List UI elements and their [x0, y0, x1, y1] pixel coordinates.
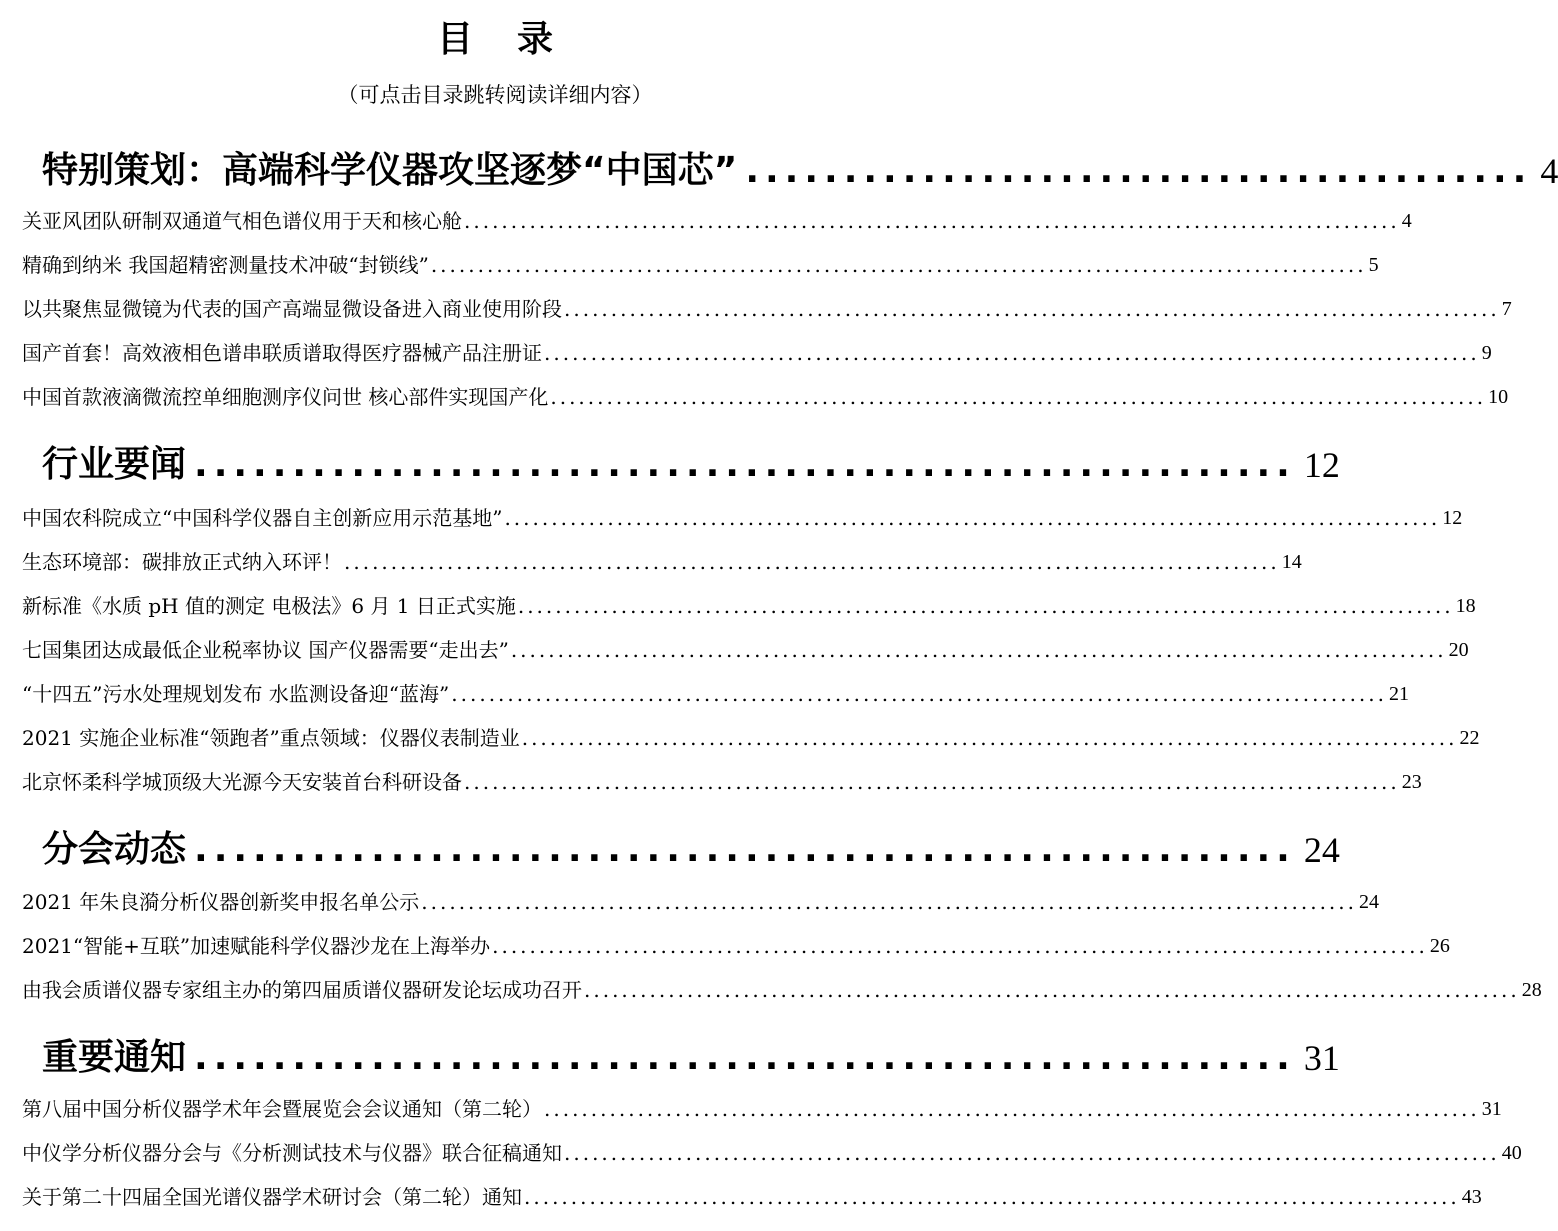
section-title: 分会动态 — [42, 829, 187, 870]
page-subtitle: （可点击目录跳转阅读详细内容） — [337, 83, 653, 107]
leader-dots: .................................................................................................... — [564, 1141, 1500, 1165]
leader-dots: .................................................................................................... — [524, 1185, 1460, 1209]
leader-dots: .................................................................................................... — [564, 297, 1500, 321]
entry-page-number: 4 — [1401, 210, 1412, 232]
section-title: 特别策划：高端科学仪器攻坚逐梦“中国芯” — [42, 150, 738, 191]
leader-dots: .................................................................................................... — [544, 341, 1480, 365]
toc-section-important-notices[interactable] — [42, 1030, 1340, 1082]
entry-title: 中国首款液滴微流控单细胞测序仪问世 核心部件实现国产化 — [22, 385, 549, 409]
entry-title: 由我会质谱仪器专家组主办的第四届质谱仪器研发论坛成功召开 — [22, 978, 582, 1002]
leader-dots: .................................................................................................... — [451, 682, 1388, 706]
entry-title: 中仪学分析仪器分会与《分析测试技术与仪器》联合征稿通知 — [22, 1141, 562, 1165]
leader-dots: .................................................................................................... — [430, 253, 1367, 277]
toc-entry[interactable] — [22, 974, 1542, 1004]
toc-entry[interactable] — [22, 634, 1469, 664]
leader-dots: .................................................................................................... — [517, 594, 1454, 618]
toc-entry[interactable] — [22, 502, 1463, 532]
entry-page-number: 18 — [1455, 595, 1476, 617]
leader-dots: .................................................................................................... — [550, 385, 1487, 409]
leader-dots: ........................................................ — [194, 1037, 1296, 1078]
leader-dots: .................................................................................................... — [504, 506, 1441, 530]
entry-page-number: 12 — [1442, 507, 1463, 529]
entry-page-number: 5 — [1368, 254, 1379, 276]
section-title: 重要通知 — [42, 1037, 187, 1078]
toc-entry[interactable] — [22, 886, 1380, 916]
entry-title: 关亚风团队研制双通道气相色谱仪用于天和核心舱 — [22, 209, 462, 233]
leader-dots: .................................................................................................... — [421, 890, 1358, 914]
leader-dots: ........................................ — [745, 150, 1533, 191]
entry-page-number: 23 — [1401, 771, 1422, 793]
section-title: 行业要闻 — [42, 444, 187, 485]
entry-page-number: 31 — [1481, 1098, 1502, 1120]
toc-entry[interactable] — [22, 678, 1410, 708]
toc-entry[interactable] — [22, 337, 1492, 367]
toc-entry[interactable] — [22, 590, 1476, 620]
entry-page-number: 21 — [1389, 683, 1410, 705]
entry-title: 2021 年朱良漪分析仪器创新奖申报名单公示 — [22, 890, 420, 914]
entry-title: “十四五”污水处理规划发布 水监测设备迎“蓝海” — [22, 682, 450, 706]
entry-page-number: 10 — [1488, 386, 1509, 408]
page-title: 目录 — [436, 19, 597, 60]
entry-title: 七国集团达成最低企业税率协议 国产仪器需要“走出去” — [22, 638, 509, 662]
leader-dots: .................................................................................................... — [584, 978, 1520, 1002]
toc-entry[interactable] — [22, 293, 1512, 323]
toc-entry[interactable] — [22, 930, 1450, 960]
entry-page-number: 7 — [1501, 298, 1512, 320]
entry-title: 2021 实施企业标准“领跑者”重点领域：仪器仪表制造业 — [22, 726, 520, 750]
entry-title: 精确到纳米 我国超精密测量技术冲破“封锁线” — [22, 253, 429, 277]
toc-section-special-feature[interactable] — [42, 143, 1558, 195]
leader-dots: .................................................................................................... — [510, 638, 1447, 662]
entry-page-number: 43 — [1461, 1186, 1482, 1208]
entry-title: 中国农科院成立“中国科学仪器自主创新应用示范基地” — [22, 506, 503, 530]
toc-entry[interactable] — [22, 1093, 1502, 1123]
entry-page-number: 40 — [1501, 1142, 1522, 1164]
section-page-number: 4 — [1540, 151, 1558, 191]
entry-page-number: 22 — [1459, 727, 1480, 749]
section-page-number: 24 — [1303, 830, 1340, 870]
toc-section-industry-news[interactable] — [42, 437, 1340, 489]
entry-title: 2021“智能+互联”加速赋能科学仪器沙龙在上海举办 — [22, 934, 491, 958]
entry-title: 国产首套！高效液相色谱串联质谱取得医疗器械产品注册证 — [22, 341, 542, 365]
leader-dots: ........................................................ — [194, 829, 1296, 870]
section-page-number: 31 — [1303, 1038, 1340, 1078]
toc-entry[interactable] — [22, 722, 1480, 752]
toc-entry[interactable] — [22, 205, 1412, 235]
toc-entry[interactable] — [22, 381, 1509, 411]
entry-title: 以共聚焦显微镜为代表的国产高端显微设备进入商业使用阶段 — [22, 297, 562, 321]
entry-page-number: 28 — [1521, 979, 1542, 1001]
leader-dots: ........................................................ — [194, 444, 1296, 485]
entry-page-number: 20 — [1448, 639, 1469, 661]
section-page-number: 12 — [1303, 445, 1340, 485]
entry-page-number: 14 — [1281, 551, 1302, 573]
entry-title: 第八届中国分析仪器学术年会暨展览会会议通知（第二轮） — [22, 1097, 542, 1121]
entry-page-number: 26 — [1429, 935, 1450, 957]
toc-entry[interactable] — [22, 249, 1379, 279]
entry-title: 新标准《水质 pH 值的测定 电极法》6 月 1 日正式实施 — [22, 594, 516, 618]
entry-title: 生态环境部：碳排放正式纳入环评！ — [22, 550, 342, 574]
entry-page-number: 24 — [1359, 891, 1380, 913]
leader-dots: .................................................................................................... — [521, 726, 1458, 750]
entry-title: 关于第二十四届全国光谱仪器学术研讨会（第二轮）通知 — [22, 1185, 522, 1209]
leader-dots: .................................................................................................... — [464, 209, 1400, 233]
leader-dots: .................................................................................................... — [344, 550, 1280, 574]
leader-dots: .................................................................................................... — [492, 934, 1428, 958]
leader-dots: .................................................................................................... — [464, 770, 1400, 794]
entry-title: 北京怀柔科学城顶级大光源今天安装首台科研设备 — [22, 770, 462, 794]
toc-entry[interactable] — [22, 1181, 1482, 1211]
toc-entry[interactable] — [22, 766, 1422, 796]
entry-page-number: 9 — [1481, 342, 1492, 364]
toc-entry[interactable] — [22, 546, 1302, 576]
leader-dots: .................................................................................................... — [544, 1097, 1480, 1121]
toc-entry[interactable] — [22, 1137, 1522, 1167]
toc-section-branch-news[interactable] — [42, 822, 1340, 874]
